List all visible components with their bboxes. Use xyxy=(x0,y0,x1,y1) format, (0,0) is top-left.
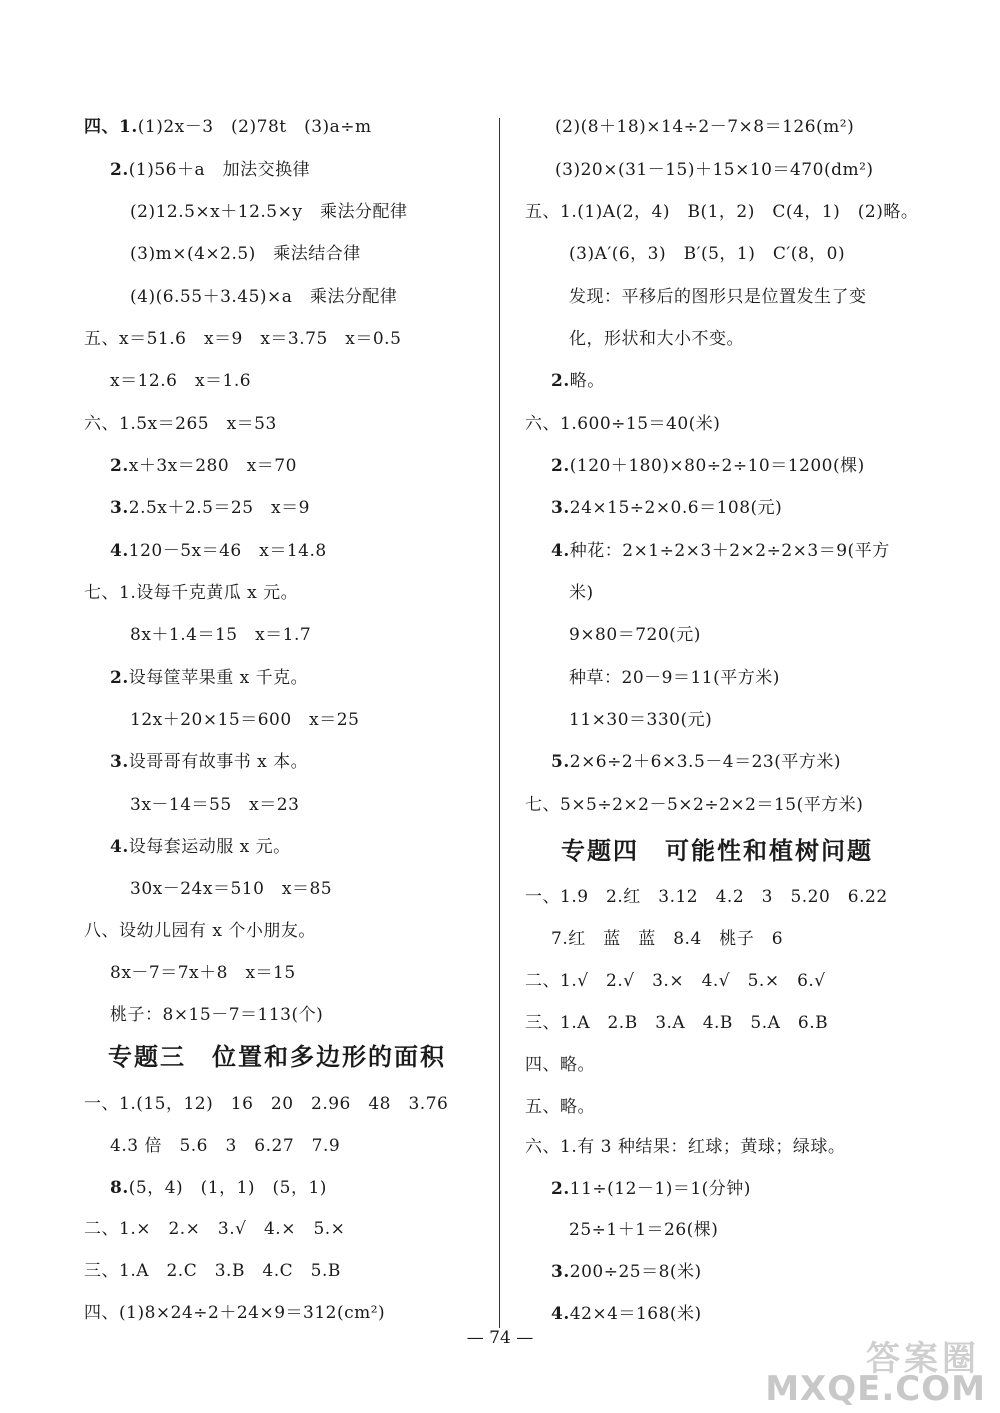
answer-line: 二、1.× 2.× 3.√ 4.× 5.× xyxy=(84,1219,346,1239)
answer-line: 30x－24x＝510 x＝85 xyxy=(130,879,333,899)
answer-line: 8x－7＝7x＋8 x＝15 xyxy=(110,963,296,983)
answer-line: 种草：20－9＝11(平方米) xyxy=(569,668,780,688)
answer-line: 2.(1)56＋a 加法交换律 xyxy=(110,160,311,180)
page-number: — 74 — xyxy=(466,1328,534,1348)
answer-line: 2.(120＋180)×80÷2÷10＝1200(棵) xyxy=(551,456,865,476)
answer-line: 一、1.9 2.红 3.12 4.2 3 5.20 6.22 xyxy=(525,887,888,907)
answer-line: 4.120－5x＝46 x＝14.8 xyxy=(110,541,327,561)
answer-line: 4.设每套运动服 x 元。 xyxy=(110,837,291,857)
answer-line: 3.设哥哥有故事书 x 本。 xyxy=(110,752,309,772)
answer-line: (3)m×(4×2.5) 乘法结合律 xyxy=(130,244,361,264)
watermark-bottom: MXQE.COM xyxy=(765,1369,986,1409)
answer-line: 2.x＋3x＝280 x＝70 xyxy=(110,456,297,476)
answer-line: 化，形状和大小不变。 xyxy=(569,329,744,349)
answer-line: 发现：平移后的图形只是位置发生了变 xyxy=(569,287,867,307)
answer-line: 五、1.(1)A(2，4) B(1，2) C(4，1) (2)略。 xyxy=(525,202,919,222)
watermark-top: 答案圈 xyxy=(866,1339,980,1379)
answer-line: 8x＋1.4＝15 x＝1.7 xyxy=(130,625,312,645)
answer-line: (4)(6.55＋3.45)×a 乘法分配律 xyxy=(130,287,398,307)
answer-line: 五、x＝51.6 x＝9 x＝3.75 x＝0.5 xyxy=(84,329,402,349)
answer-line: 二、1.√ 2.√ 3.× 4.√ 5.× 6.√ xyxy=(525,971,826,991)
answer-line: 12x＋20×15＝600 x＝25 xyxy=(130,710,360,730)
answer-line: 2.11÷(12－1)＝1(分钟) xyxy=(551,1179,751,1199)
section-heading: 专题四 可能性和植树问题 xyxy=(561,837,873,865)
answer-line: 2.略。 xyxy=(551,371,605,391)
section-heading: 专题三 位置和多边形的面积 xyxy=(108,1043,446,1071)
answer-line: 七、5×5÷2×2－5×2÷2×2＝15(平方米) xyxy=(525,795,864,815)
answer-line: 4.3 倍 5.6 3 6.27 7.9 xyxy=(110,1136,341,1156)
answer-line: 四、略。 xyxy=(525,1055,595,1075)
answer-line: 七、1.设每千克黄瓜 x 元。 xyxy=(84,583,299,603)
answer-line: (3)A′(6，3) B′(5，1) C′(8，0) xyxy=(569,244,846,264)
answer-line: 25÷1＋1＝26(棵) xyxy=(569,1220,719,1240)
answer-line: 11×30＝330(元) xyxy=(569,710,713,730)
answer-line: 八、设幼儿园有 x 个小朋友。 xyxy=(84,921,316,941)
answer-line: 米) xyxy=(569,583,594,603)
answer-line: 三、1.A 2.B 3.A 4.B 5.A 6.B xyxy=(525,1013,829,1033)
answer-line: 六、1.600÷15＝40(米) xyxy=(525,414,721,434)
answer-line: 3.2.5x＋2.5＝25 x＝9 xyxy=(110,498,310,518)
answer-line: (2)(8＋18)×14÷2－7×8＝126(m²) xyxy=(555,117,855,137)
answer-line: 4.42×4＝168(米) xyxy=(551,1304,702,1324)
answer-line: 8.(5，4) (1，1) (5，1) xyxy=(110,1178,327,1198)
answer-line: 四、(1)8×24÷2＋24×9＝312(cm²) xyxy=(84,1303,386,1323)
answer-line: 4.种花：2×1÷2×3＋2×2÷2×3＝9(平方 xyxy=(551,541,890,561)
answer-line: 五、略。 xyxy=(525,1097,595,1117)
answer-line: 3.200÷25＝8(米) xyxy=(551,1262,702,1282)
answer-line: 六、1.有 3 种结果：红球；黄球；绿球。 xyxy=(525,1137,846,1157)
answer-line: 3x－14＝55 x＝23 xyxy=(130,795,300,815)
answer-line: 5.2×6÷2＋6×3.5－4＝23(平方米) xyxy=(551,752,841,772)
answer-line: 四、1.(1)2x－3 (2)78t (3)a÷m xyxy=(84,117,372,137)
answer-line: 三、1.A 2.C 3.B 4.C 5.B xyxy=(84,1261,341,1281)
answer-line: 9×80＝720(元) xyxy=(569,625,701,645)
answer-line: 7.红 蓝 蓝 8.4 桃子 6 xyxy=(551,929,784,949)
answer-line: (3)20×(31－15)＋15×10＝470(dm²) xyxy=(555,160,874,180)
answer-line: 2.设每筐苹果重 x 千克。 xyxy=(110,668,309,688)
answer-line: (2)12.5×x＋12.5×y 乘法分配律 xyxy=(130,202,408,222)
answer-line: 六、1.5x＝265 x＝53 xyxy=(84,414,277,434)
answer-line: x＝12.6 x＝1.6 xyxy=(110,371,252,391)
watermark-logo xyxy=(765,1339,986,1409)
answer-line: 3.24×15÷2×0.6＝108(元) xyxy=(551,498,783,518)
column-divider xyxy=(499,118,500,1328)
answer-line: 桃子：8×15－7＝113(个) xyxy=(110,1005,324,1025)
answer-line: 一、1.(15，12) 16 20 2.96 48 3.76 xyxy=(84,1094,449,1114)
